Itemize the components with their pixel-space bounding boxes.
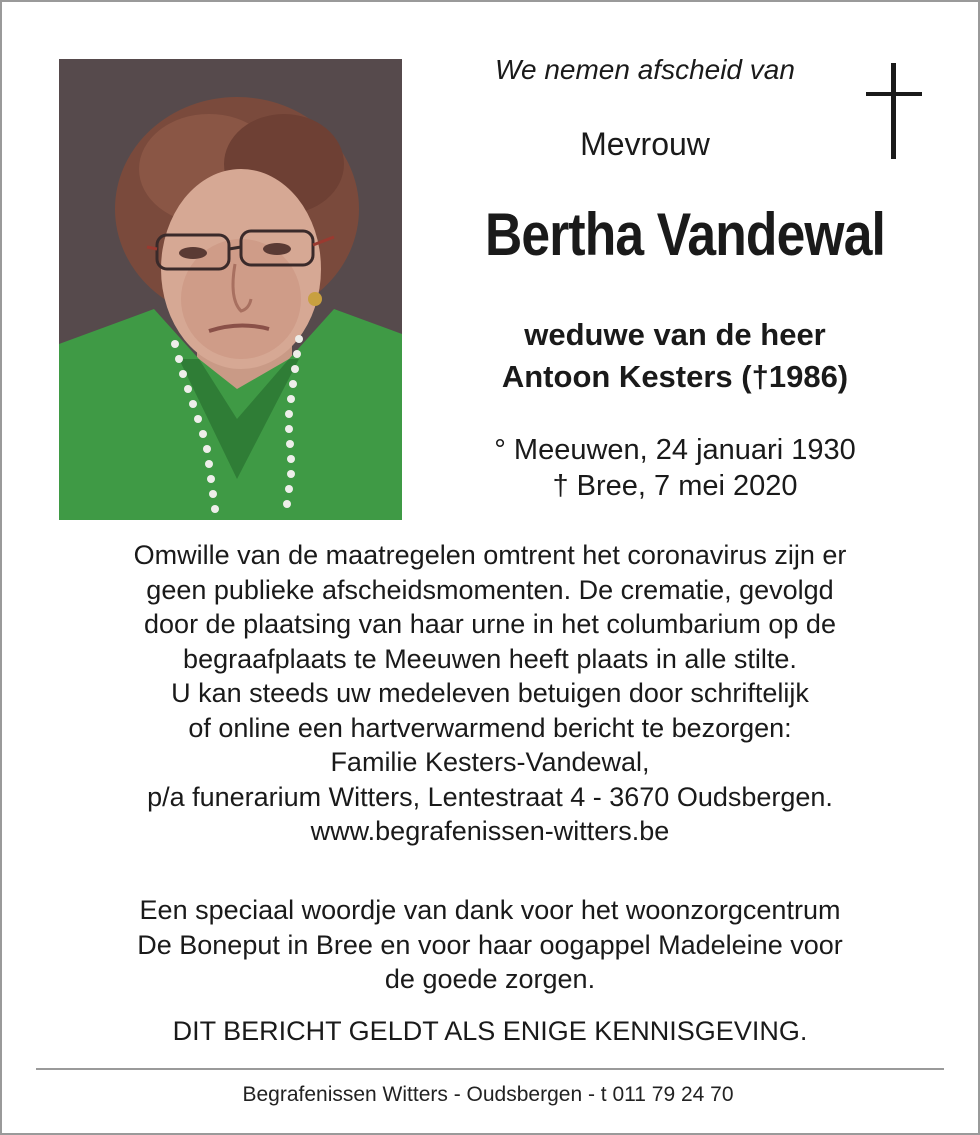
thanks-paragraph: [40, 893, 940, 997]
portrait-illustration: [59, 59, 402, 520]
footer-divider: [36, 1068, 944, 1070]
spouse-line: weduwe van de heer: [524, 317, 826, 352]
portrait-photo: [59, 59, 402, 520]
body-line: U kan steeds uw medeleven betuigen door schriftelijk: [171, 678, 809, 708]
body-line: geen publieke afscheidsmomenten. De crematie, gevolgd: [146, 574, 834, 605]
intro-text: We nemen afscheid van: [495, 54, 795, 85]
body-line: door de plaatsing van haar urne in het columbarium op de: [144, 609, 836, 639]
website-text: www.begrafenissen-witters.be: [310, 816, 670, 846]
body-line: of online een hartverwarmend bericht te bezorgen:: [188, 712, 792, 743]
birth-death-dates: [430, 432, 920, 504]
thanks-line: de goede zorgen.: [384, 964, 596, 994]
body-line: Familie Kesters-Vandewal,: [330, 747, 650, 777]
body-line: Omwille van de maatregelen omtrent het coronavirus zijn er: [133, 540, 847, 570]
honorific-title: Mevrouw: [580, 126, 710, 162]
body-line: p/a funerarium Witters, Lentestraat 4 - 3670 Oudsbergen.: [147, 781, 833, 812]
thanks-line: Een speciaal woordje van dank voor het woonzorgcentrum: [139, 895, 841, 925]
death-line: † Bree, 7 mei 2020: [552, 470, 798, 502]
announcement-paragraph: [40, 538, 940, 849]
spouse-line: Antoon Kesters (†1986): [501, 359, 849, 394]
footer-contact: Begrafenissen Witters - Oudsbergen - t 011 79 24 70: [242, 1083, 734, 1106]
spouse-info: [430, 314, 920, 398]
birth-line: ° Meeuwen, 24 januari 1930: [494, 434, 856, 466]
closing-notice: DIT BERICHT GELDT ALS ENIGE KENNISGEVING.: [172, 1016, 808, 1046]
thanks-line: De Boneput in Bree en voor haar oogappel Madeleine voor: [137, 929, 843, 960]
body-line: begraafplaats te Meeuwen heeft plaats in alle stilte.: [183, 643, 797, 674]
deceased-name: Bertha Vandewal: [484, 201, 886, 268]
